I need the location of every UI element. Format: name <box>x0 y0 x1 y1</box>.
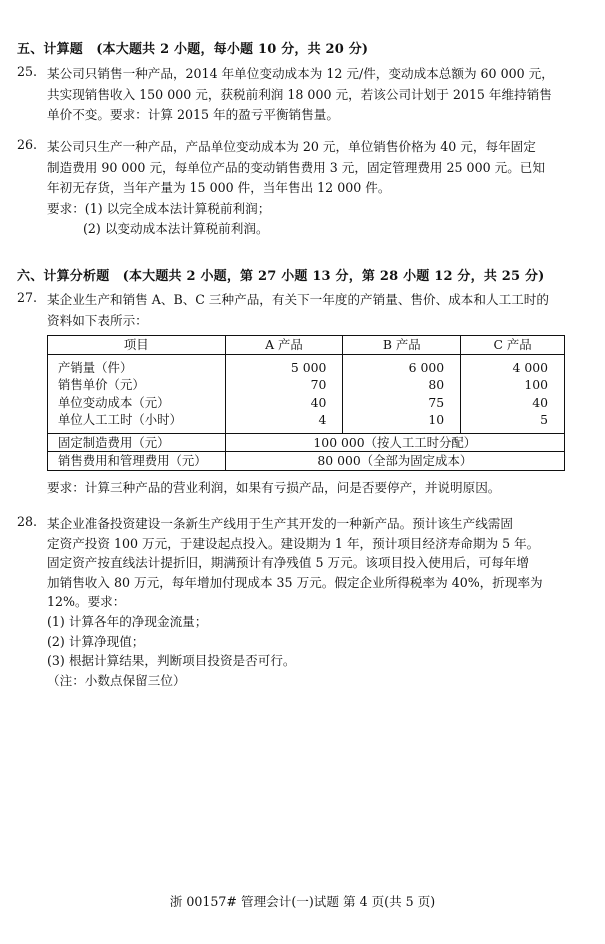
question-text-line: 固定资产按直线法计提折旧，期满预计有净残值 5 万元。该项目投入使用后，可每年增 <box>47 555 529 571</box>
row-label: 固定制造费用（元） <box>48 433 226 452</box>
table-header-cell: B 产品 <box>343 336 461 355</box>
requirement-line: 要求：计算三种产品的营业利润，如果有亏损产品，问是否要停产，并说明原因。 <box>47 480 501 495</box>
question-text-line: 年初无存货，当年产量为 15 000 件，当年售出 12 000 件。 <box>47 180 391 195</box>
table-cell: 40 <box>532 394 548 410</box>
question-text-line: 某企业准备投资建设一条新生产线用于生产其开发的一种新产品。预计该生产线需固 <box>47 516 513 531</box>
question-text-line: 加销售收入 80 万元，每年增加付现成本 35 万元。假定企业所得税率为 40%，折现率为 <box>47 574 543 590</box>
question-text-line: 某公司只生产一种产品，产品单位变动成本为 20 元，单位销售价格为 40 元，每年固定 <box>47 139 536 154</box>
question-text-line: 制造费用 90 000 元，每单位产品的变动销售费用 3 元，固定管理费用 25 000 元。已知 <box>47 159 545 175</box>
page-footer: 浙 00157# 管理会计(一)试题 第 4 页(共 5 页) <box>169 894 436 909</box>
table-body-row <box>48 354 565 433</box>
row-label: 销售费用和管理费用（元） <box>48 452 226 471</box>
section-6-title: 六、计算分析题 (本大题共 2 小题，第 27 小题 13 分，第 28 小题 12 分，共 25 分) <box>17 269 545 284</box>
note-line: （注：小数点保留三位） <box>47 672 186 688</box>
row-label: 销售单价（元） <box>58 377 145 392</box>
table-cell: 70 <box>310 377 327 392</box>
question-text-line: 某企业生产和销售 A、B、C 三种产品，有关下一年度的产销量、售价、成本和人工工时的 <box>47 292 549 307</box>
table-cell: 100 000（按人工工时分配） <box>225 433 564 452</box>
question-28 <box>17 514 589 690</box>
table-header-cell: A 产品 <box>225 336 343 355</box>
requirement-line: (2) 以变动成本法计算税前利润。 <box>83 221 269 236</box>
row-labels-cell <box>48 354 226 433</box>
row-label: 单位变动成本（元） <box>58 394 170 410</box>
question-number: 27. <box>17 290 38 305</box>
requirement-line: 要求：(1) 以完全成本法计算税前利润； <box>47 200 271 216</box>
section-5-title: 五、计算题 (本大题共 2 小题，每小题 10 分，共 20 分) <box>17 42 369 57</box>
question-number: 26. <box>17 137 38 152</box>
table-cell: 75 <box>428 394 445 410</box>
question-text-line: 定资产投资 100 万元，于建设起点投入。建设期为 1 年，预计项目经济寿命期为 5 年。 <box>47 535 540 551</box>
table-cell: 10 <box>428 412 445 427</box>
table-cell: 40 <box>310 394 327 410</box>
question-27-requirement <box>17 478 589 499</box>
question-26 <box>17 137 589 240</box>
table-header-cell: C 产品 <box>461 336 565 355</box>
table-cell: 4 000 <box>512 359 548 375</box>
question-number: 25. <box>17 64 38 79</box>
row-label: 产销量（件） <box>58 359 133 375</box>
table-cell: 80 <box>428 377 445 392</box>
table-cell: 4 <box>318 412 327 427</box>
product-b-values <box>343 354 461 433</box>
table-row <box>48 452 565 471</box>
question-text-line: 共实现销售收入 150 000 元，获税前利润 18 000 元，若该公司计划于 2015 年维持销售 <box>47 86 552 102</box>
table-cell: 100 <box>524 377 548 392</box>
table-header-row <box>48 336 565 355</box>
question-text-line: 资料如下表所示： <box>47 312 148 328</box>
product-c-values <box>461 354 565 433</box>
product-a-values <box>225 354 343 433</box>
table-header-cell: 项目 <box>48 336 226 355</box>
requirement-line: (3) 根据计算结果，判断项目投资是否可行。 <box>47 653 296 669</box>
question-27 <box>17 290 589 331</box>
question-text-line: 12%。要求： <box>47 594 126 610</box>
requirement-line: (2) 计算净现值； <box>47 633 145 649</box>
table-cell: 6 000 <box>408 359 445 375</box>
question-25 <box>17 64 589 126</box>
table-cell: 5 <box>540 412 548 427</box>
table-cell: 80 000（全部为固定成本） <box>225 452 564 471</box>
row-label: 单位人工工时（小时） <box>58 412 182 427</box>
table-row <box>48 433 565 452</box>
question-text-line: 单价不变。要求：计算 2015 年的盈亏平衡销售量。 <box>47 107 339 122</box>
requirement-line: (1) 计算各年的净现金流量； <box>47 613 208 629</box>
table-cell: 5 000 <box>290 359 327 375</box>
question-number: 28. <box>17 514 38 529</box>
product-data-table <box>47 335 565 471</box>
question-text-line: 某公司只销售一种产品，2014 年单位变动成本为 12 元/件，变动成本总额为 60 000 元， <box>47 66 554 81</box>
